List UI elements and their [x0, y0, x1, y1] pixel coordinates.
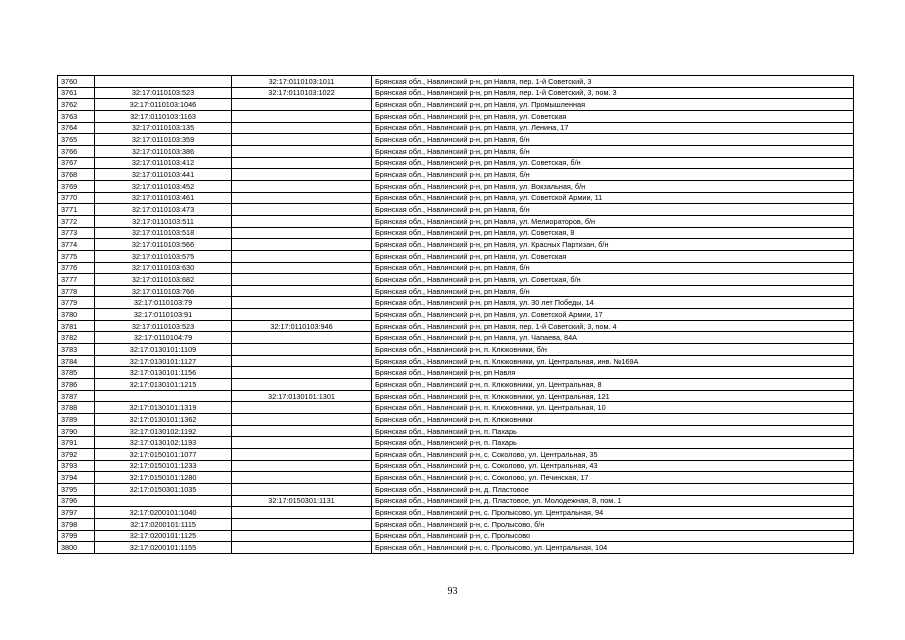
address-cell: Брянская обл., Навлинский р-н, рп Навля, б/н — [372, 134, 854, 146]
address-cell: Брянская обл., Навлинский р-н, п. Клюковники, ул. Центральная, 8 — [372, 379, 854, 391]
address-cell: Брянская обл., Навлинский р-н, рп Навля — [372, 367, 854, 379]
cadastral-number-cell: 32:17:0110103:518 — [95, 227, 232, 239]
address-cell: Брянская обл., Навлинский р-н, с. Пролысово, ул. Центральная, 94 — [372, 507, 854, 519]
table-row — [58, 274, 854, 286]
related-cadastral-number-cell: 32:17:0110103:1022 — [232, 87, 372, 99]
address-cell: Брянская обл., Навлинский р-н, рп Навля, б/н — [372, 169, 854, 181]
cadastral-number-cell: 32:17:0130102:1193 — [95, 437, 232, 449]
table-row — [58, 507, 854, 519]
address-cell: Брянская обл., Навлинский р-н, рп Навля, ул. Советская, б/н — [372, 157, 854, 169]
related-cadastral-number-cell — [232, 472, 372, 484]
address-cell: Брянская обл., Навлинский р-н, с. Пролысово — [372, 530, 854, 542]
address-cell: Брянская обл., Навлинский р-н, рп Навля, пер. 1-й Советский, 3 — [372, 76, 854, 88]
table-row — [58, 122, 854, 134]
cadastral-number-cell: 32:17:0110103:79 — [95, 297, 232, 309]
related-cadastral-number-cell — [232, 285, 372, 297]
table-row — [58, 472, 854, 484]
cadastral-number-cell: 32:17:0110103:630 — [95, 262, 232, 274]
cadastral-number-cell: 32:17:0110103:412 — [95, 157, 232, 169]
row-number-cell: 3779 — [58, 297, 95, 309]
row-number-cell: 3793 — [58, 460, 95, 472]
cadastral-number-cell: 32:17:0130101:1215 — [95, 379, 232, 391]
table-row — [58, 437, 854, 449]
table-row — [58, 76, 854, 88]
row-number-cell: 3762 — [58, 99, 95, 111]
address-cell: Брянская обл., Навлинский р-н, п. Клюковники, ул. Центральная, 10 — [372, 402, 854, 414]
row-number-cell: 3769 — [58, 180, 95, 192]
cadastral-number-cell: 32:17:0110103:511 — [95, 215, 232, 227]
related-cadastral-number-cell — [232, 518, 372, 530]
cadastral-number-cell: 32:17:0110103:135 — [95, 122, 232, 134]
table-row — [58, 355, 854, 367]
table-row — [58, 99, 854, 111]
address-cell: Брянская обл., Навлинский р-н, с. Соколово, ул. Центральная, 43 — [372, 460, 854, 472]
related-cadastral-number-cell — [232, 425, 372, 437]
address-cell: Брянская обл., Навлинский р-н, рп Навля, ул. Советская, 8 — [372, 227, 854, 239]
table-row — [58, 518, 854, 530]
cadastral-number-cell: 32:17:0150101:1077 — [95, 449, 232, 461]
row-number-cell: 3794 — [58, 472, 95, 484]
address-cell: Брянская обл., Навлинский р-н, п. Пахарь — [372, 437, 854, 449]
related-cadastral-number-cell: 32:17:0110103:946 — [232, 320, 372, 332]
cadastral-number-cell: 32:17:0200101:1040 — [95, 507, 232, 519]
cadastral-number-cell: 32:17:0150101:1233 — [95, 460, 232, 472]
address-cell: Брянская обл., Навлинский р-н, п. Клюковники, ул. Центральная, инв. №169А — [372, 355, 854, 367]
row-number-cell: 3786 — [58, 379, 95, 391]
row-number-cell: 3788 — [58, 402, 95, 414]
cadastral-number-cell: 32:17:0110103:386 — [95, 145, 232, 157]
related-cadastral-number-cell — [232, 344, 372, 356]
row-number-cell: 3797 — [58, 507, 95, 519]
table-row — [58, 367, 854, 379]
cadastral-number-cell: 32:17:0200101:1115 — [95, 518, 232, 530]
cadastral-number-cell: 32:17:0200101:1155 — [95, 542, 232, 554]
cadastral-number-cell: 32:17:0200101:1125 — [95, 530, 232, 542]
address-cell: Брянская обл., Навлинский р-н, рп Навля, б/н — [372, 204, 854, 216]
row-number-cell: 3781 — [58, 320, 95, 332]
row-number-cell: 3791 — [58, 437, 95, 449]
related-cadastral-number-cell — [232, 157, 372, 169]
related-cadastral-number-cell — [232, 99, 372, 111]
table-row — [58, 110, 854, 122]
related-cadastral-number-cell — [232, 145, 372, 157]
row-number-cell: 3796 — [58, 495, 95, 507]
row-number-cell: 3767 — [58, 157, 95, 169]
row-number-cell: 3780 — [58, 309, 95, 321]
table-row — [58, 297, 854, 309]
related-cadastral-number-cell — [232, 379, 372, 391]
cadastral-number-cell: 32:17:0130101:1156 — [95, 367, 232, 379]
related-cadastral-number-cell — [232, 239, 372, 251]
registry-sheet — [57, 75, 854, 554]
row-number-cell: 3799 — [58, 530, 95, 542]
related-cadastral-number-cell — [232, 250, 372, 262]
address-cell: Брянская обл., Навлинский р-н, рп Навля, ул. Промышленная — [372, 99, 854, 111]
cadastral-number-cell: 32:17:0110103:1046 — [95, 99, 232, 111]
address-cell: Брянская обл., Навлинский р-н, рп Навля, ул. Чапаева, 84А — [372, 332, 854, 344]
row-number-cell: 3774 — [58, 239, 95, 251]
address-cell: Брянская обл., Навлинский р-н, рп Навля, б/н — [372, 262, 854, 274]
row-number-cell: 3798 — [58, 518, 95, 530]
table-row — [58, 227, 854, 239]
row-number-cell: 3777 — [58, 274, 95, 286]
address-cell: Брянская обл., Навлинский р-н, с. Пролысово, ул. Центральная, 104 — [372, 542, 854, 554]
row-number-cell: 3766 — [58, 145, 95, 157]
cadastral-number-cell: 32:17:0130101:1319 — [95, 402, 232, 414]
address-cell: Брянская обл., Навлинский р-н, рп Навля, ул. Красных Партизан, б/н — [372, 239, 854, 251]
address-cell: Брянская обл., Навлинский р-н, рп Навля, пер. 1-й Советский, 3, пом. 3 — [372, 87, 854, 99]
row-number-cell: 3773 — [58, 227, 95, 239]
cadastral-number-cell: 32:17:0110103:91 — [95, 309, 232, 321]
cadastral-number-cell: 32:17:0130102:1192 — [95, 425, 232, 437]
table-row — [58, 530, 854, 542]
related-cadastral-number-cell: 32:17:0150301:1131 — [232, 495, 372, 507]
related-cadastral-number-cell — [232, 449, 372, 461]
table-row — [58, 379, 854, 391]
related-cadastral-number-cell — [232, 262, 372, 274]
related-cadastral-number-cell: 32:17:0110103:1011 — [232, 76, 372, 88]
cadastral-number-cell: 32:17:0110103:1163 — [95, 110, 232, 122]
table-row — [58, 309, 854, 321]
related-cadastral-number-cell — [232, 122, 372, 134]
table-row — [58, 204, 854, 216]
related-cadastral-number-cell — [232, 204, 372, 216]
row-number-cell: 3776 — [58, 262, 95, 274]
table-row — [58, 332, 854, 344]
row-number-cell: 3771 — [58, 204, 95, 216]
cadastral-number-cell — [95, 495, 232, 507]
address-cell: Брянская обл., Навлинский р-н, п. Клюковники — [372, 414, 854, 426]
cadastral-number-cell: 32:17:0110103:566 — [95, 239, 232, 251]
cadastral-number-cell: 32:17:0130101:1109 — [95, 344, 232, 356]
page-number: 93 — [447, 586, 458, 597]
row-number-cell: 3760 — [58, 76, 95, 88]
cadastral-number-cell: 32:17:0150101:1280 — [95, 472, 232, 484]
related-cadastral-number-cell — [232, 169, 372, 181]
table-row — [58, 460, 854, 472]
row-number-cell: 3790 — [58, 425, 95, 437]
address-cell: Брянская обл., Навлинский р-н, д. Пластовое, ул. Молодежная, 8, пом. 1 — [372, 495, 854, 507]
row-number-cell: 3775 — [58, 250, 95, 262]
table-row — [58, 449, 854, 461]
table-row — [58, 134, 854, 146]
table-row — [58, 145, 854, 157]
address-cell: Брянская обл., Навлинский р-н, рп Навля, ул. 30 лет Победы, 14 — [372, 297, 854, 309]
related-cadastral-number-cell — [232, 180, 372, 192]
cadastral-number-cell: 32:17:0130101:1362 — [95, 414, 232, 426]
address-cell: Брянская обл., Навлинский р-н, рп Навля, б/н — [372, 145, 854, 157]
registry-table-body — [58, 76, 854, 554]
row-number-cell: 3763 — [58, 110, 95, 122]
table-row — [58, 157, 854, 169]
cadastral-number-cell: 32:17:0110103:452 — [95, 180, 232, 192]
row-number-cell: 3764 — [58, 122, 95, 134]
related-cadastral-number-cell — [232, 215, 372, 227]
address-cell: Брянская обл., Навлинский р-н, рп Навля, ул. Вокзальная, б/н — [372, 180, 854, 192]
row-number-cell: 3782 — [58, 332, 95, 344]
cadastral-number-cell: 32:17:0110103:359 — [95, 134, 232, 146]
cadastral-number-cell: 32:17:0110103:523 — [95, 320, 232, 332]
row-number-cell: 3783 — [58, 344, 95, 356]
related-cadastral-number-cell — [232, 134, 372, 146]
related-cadastral-number-cell — [232, 530, 372, 542]
table-row — [58, 495, 854, 507]
cadastral-number-cell: 32:17:0130101:1127 — [95, 355, 232, 367]
cadastral-number-cell — [95, 390, 232, 402]
related-cadastral-number-cell — [232, 274, 372, 286]
cadastral-number-cell: 32:17:0110103:766 — [95, 285, 232, 297]
address-cell: Брянская обл., Навлинский р-н, п. Пахарь — [372, 425, 854, 437]
address-cell: Брянская обл., Навлинский р-н, рп Навля, ул. Советская — [372, 110, 854, 122]
row-number-cell: 3784 — [58, 355, 95, 367]
cadastral-number-cell: 32:17:0110104:79 — [95, 332, 232, 344]
row-number-cell: 3778 — [58, 285, 95, 297]
related-cadastral-number-cell — [232, 402, 372, 414]
row-number-cell: 3785 — [58, 367, 95, 379]
address-cell: Брянская обл., Навлинский р-н, п. Клюковники, б/н — [372, 344, 854, 356]
table-row — [58, 180, 854, 192]
row-number-cell: 3789 — [58, 414, 95, 426]
address-cell: Брянская обл., Навлинский р-н, д. Пластовое — [372, 483, 854, 495]
address-cell: Брянская обл., Навлинский р-н, рп Навля, ул. Советской Армии, 11 — [372, 192, 854, 204]
related-cadastral-number-cell — [232, 297, 372, 309]
table-row — [58, 215, 854, 227]
row-number-cell: 3795 — [58, 483, 95, 495]
cadastral-number-cell: 32:17:0110103:575 — [95, 250, 232, 262]
address-cell: Брянская обл., Навлинский р-н, п. Клюковники, ул. Центральная, 121 — [372, 390, 854, 402]
registry-table — [57, 75, 854, 554]
related-cadastral-number-cell — [232, 227, 372, 239]
table-row — [58, 285, 854, 297]
table-row — [58, 425, 854, 437]
related-cadastral-number-cell — [232, 192, 372, 204]
row-number-cell: 3761 — [58, 87, 95, 99]
address-cell: Брянская обл., Навлинский р-н, рп Навля, ул. Мелиораторов, б/н — [372, 215, 854, 227]
related-cadastral-number-cell — [232, 110, 372, 122]
cadastral-number-cell: 32:17:0110103:682 — [95, 274, 232, 286]
related-cadastral-number-cell — [232, 332, 372, 344]
cadastral-number-cell: 32:17:0110103:473 — [95, 204, 232, 216]
table-row — [58, 390, 854, 402]
address-cell: Брянская обл., Навлинский р-н, рп Навля, пер. 1-й Советский, 3, пом. 4 — [372, 320, 854, 332]
related-cadastral-number-cell — [232, 309, 372, 321]
address-cell: Брянская обл., Навлинский р-н, с. Пролысово, б/н — [372, 518, 854, 530]
table-row — [58, 87, 854, 99]
address-cell: Брянская обл., Навлинский р-н, рп Навля, б/н — [372, 285, 854, 297]
address-cell: Брянская обл., Навлинский р-н, рп Навля, ул. Ленина, 17 — [372, 122, 854, 134]
table-row — [58, 402, 854, 414]
table-row — [58, 239, 854, 251]
related-cadastral-number-cell — [232, 507, 372, 519]
address-cell: Брянская обл., Навлинский р-н, рп Навля, ул. Советская — [372, 250, 854, 262]
related-cadastral-number-cell — [232, 460, 372, 472]
table-row — [58, 320, 854, 332]
row-number-cell: 3792 — [58, 449, 95, 461]
related-cadastral-number-cell — [232, 355, 372, 367]
row-number-cell: 3770 — [58, 192, 95, 204]
related-cadastral-number-cell — [232, 483, 372, 495]
row-number-cell: 3765 — [58, 134, 95, 146]
row-number-cell: 3768 — [58, 169, 95, 181]
table-row — [58, 250, 854, 262]
related-cadastral-number-cell — [232, 367, 372, 379]
row-number-cell: 3787 — [58, 390, 95, 402]
address-cell: Брянская обл., Навлинский р-н, с. Соколово, ул. Печинская, 17 — [372, 472, 854, 484]
table-row — [58, 344, 854, 356]
table-row — [58, 542, 854, 554]
related-cadastral-number-cell — [232, 542, 372, 554]
related-cadastral-number-cell — [232, 414, 372, 426]
cadastral-number-cell: 32:17:0150301:1035 — [95, 483, 232, 495]
table-row — [58, 414, 854, 426]
table-row — [58, 169, 854, 181]
related-cadastral-number-cell — [232, 437, 372, 449]
related-cadastral-number-cell: 32:17:0130101:1301 — [232, 390, 372, 402]
cadastral-number-cell — [95, 76, 232, 88]
cadastral-number-cell: 32:17:0110103:461 — [95, 192, 232, 204]
row-number-cell: 3772 — [58, 215, 95, 227]
address-cell: Брянская обл., Навлинский р-н, рп Навля, ул. Советская, б/н — [372, 274, 854, 286]
table-row — [58, 262, 854, 274]
table-row — [58, 483, 854, 495]
address-cell: Брянская обл., Навлинский р-н, с. Соколово, ул. Центральная, 35 — [372, 449, 854, 461]
row-number-cell: 3800 — [58, 542, 95, 554]
cadastral-number-cell: 32:17:0110103:441 — [95, 169, 232, 181]
address-cell: Брянская обл., Навлинский р-н, рп Навля, ул. Советской Армии, 17 — [372, 309, 854, 321]
table-row — [58, 192, 854, 204]
cadastral-number-cell: 32:17:0110103:523 — [95, 87, 232, 99]
